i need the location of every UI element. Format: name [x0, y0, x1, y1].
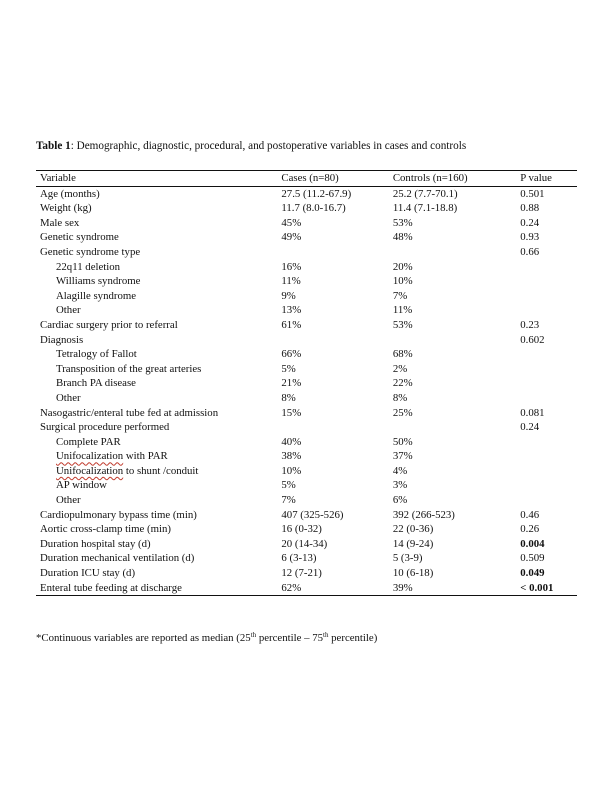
cell-variable: Tetralogy of Fallot — [56, 348, 137, 361]
cell-variable: Williams syndrome — [56, 275, 141, 288]
cell-cases: 40% — [281, 435, 302, 448]
cell-variable — [36, 464, 277, 479]
cell-p-value — [516, 260, 577, 275]
cell-cases: 9% — [281, 289, 296, 302]
cell-p-value — [516, 478, 577, 493]
cell-cases: 66% — [281, 348, 302, 361]
cell-controls: 3% — [392, 479, 408, 492]
cell-controls: 14 (9-24) — [392, 537, 434, 550]
cell-controls: 11.4 (7.1-18.8) — [392, 202, 458, 215]
footnote-sup-2: th — [323, 631, 329, 639]
cell-variable: 22q11 deletion — [56, 260, 121, 273]
results-table — [36, 170, 577, 596]
cell-cases: 5% — [281, 362, 296, 375]
cell-variable: Other — [56, 494, 81, 507]
cell-p-value: 0.46 — [520, 508, 540, 521]
cell-cases: 16 (0-32) — [281, 523, 322, 536]
cell-controls: 22 (0-36) — [392, 523, 434, 536]
table-row — [36, 566, 577, 581]
cell-variable: AP window — [56, 479, 107, 492]
cell-cases: 15% — [281, 406, 302, 419]
cell-cases: 5% — [281, 479, 296, 492]
cell-p-value: 0.509 — [520, 552, 545, 565]
table-row — [36, 274, 577, 289]
table-row — [36, 522, 577, 537]
cell-p-value: 0.602 — [520, 333, 545, 346]
cell-cases: 38% — [281, 450, 302, 463]
cell-p-value: 0.081 — [520, 406, 545, 419]
cell-p-value — [516, 376, 577, 391]
cell-variable: Duration hospital stay (d) — [40, 537, 151, 550]
cell-p-value: < 0.001 — [516, 581, 577, 596]
cell-cases: 13% — [281, 304, 302, 317]
cell-controls: 11% — [392, 304, 413, 317]
header-variable: Variable — [36, 171, 277, 187]
table-row — [36, 508, 577, 523]
cell-variable: Aortic cross-clamp time (min) — [40, 523, 172, 536]
table-row — [36, 245, 577, 260]
table-row — [36, 449, 577, 464]
table-row — [36, 464, 577, 479]
table-row — [36, 333, 577, 348]
cell-p-value: 0.049 — [520, 567, 545, 580]
cell-cases: 16% — [281, 260, 302, 273]
table-row — [36, 303, 577, 318]
cell-variable: Cardiac surgery prior to referral — [40, 318, 178, 331]
cell-variable: Weight (kg) — [40, 202, 92, 215]
cell-p-value: 0.23 — [520, 318, 540, 331]
cell-cases: 407 (325-526) — [281, 508, 344, 521]
cell-cases: 7% — [281, 494, 296, 507]
cell-controls: 37% — [392, 450, 413, 463]
cell-p-value — [516, 303, 577, 318]
cell-p-value — [516, 362, 577, 377]
table-row — [36, 581, 577, 596]
table-row — [36, 551, 577, 566]
table-row — [36, 260, 577, 275]
cell-variable: Transposition of the great arteries — [56, 362, 202, 375]
cell-variable: Male sex — [40, 216, 80, 229]
cell-p-value — [516, 435, 577, 450]
cell-controls: 5 (3-9) — [392, 552, 423, 565]
cell-cases: 6 (3-13) — [281, 552, 317, 565]
table-row — [36, 289, 577, 304]
cell-cases: 12 (7-21) — [281, 567, 322, 580]
table-row — [36, 230, 577, 245]
spellcheck-word: Unifocalization — [56, 450, 124, 463]
table-footnote — [36, 632, 377, 644]
table-row — [36, 406, 577, 421]
cell-cases: 61% — [281, 318, 302, 331]
cell-controls: 68% — [392, 348, 413, 361]
cell-controls: 53% — [392, 318, 413, 331]
table-row — [36, 478, 577, 493]
cell-p-value — [516, 347, 577, 362]
table-row — [36, 435, 577, 450]
cell-cases: 11% — [281, 275, 301, 288]
cell-controls: 10% — [392, 275, 413, 288]
cell-variable: Enteral tube feeding at discharge — [36, 581, 277, 596]
spellcheck-word: Unifocalization — [56, 464, 124, 477]
cell-controls: 25% — [392, 406, 413, 419]
cell-cases: 11.7 (8.0-16.7) — [281, 202, 346, 215]
cell-p-value: 0.88 — [520, 202, 540, 215]
cell-p-value: 0.66 — [520, 245, 540, 258]
cell-controls: 10 (6-18) — [392, 567, 434, 580]
cell-cases: 10% — [281, 464, 302, 477]
cell-p-value: 0.24 — [520, 216, 540, 229]
cell-cases: 49% — [281, 231, 302, 244]
cell-cases: 62% — [277, 581, 388, 596]
cell-p-value — [516, 464, 577, 479]
cell-controls — [389, 333, 516, 348]
cell-p-value: 0.26 — [520, 523, 540, 536]
footnote-sup-1: th — [250, 631, 257, 639]
footnote-suffix: percentile) — [328, 632, 378, 644]
cell-cases: 8% — [281, 391, 296, 404]
cell-variable: Duration ICU stay (d) — [40, 567, 136, 580]
cell-variable: Cardiopulmonary bypass time (min) — [40, 508, 197, 521]
cell-variable: Genetic syndrome type — [40, 245, 141, 258]
cell-variable: Branch PA disease — [56, 377, 136, 390]
cell-cases — [277, 333, 388, 348]
cell-p-value: 0.501 — [520, 187, 545, 200]
cell-p-value — [516, 289, 577, 304]
cell-controls: 53% — [392, 216, 413, 229]
cell-cases — [277, 420, 388, 435]
cell-controls: 22% — [392, 377, 413, 390]
table-row — [36, 537, 577, 552]
cell-controls — [389, 420, 516, 435]
cell-variable: Nasogastric/enteral tube fed at admission — [40, 406, 219, 419]
cell-cases: 45% — [281, 216, 302, 229]
cell-variable: Other — [56, 304, 81, 317]
table-caption-text: : Demographic, diagnostic, procedural, and postoperative variables in cases and controls — [70, 140, 467, 152]
table-row — [36, 201, 577, 216]
header-controls: Controls (n=160) — [389, 171, 516, 187]
header-cases: Cases (n=80) — [277, 171, 388, 187]
cell-variable: Surgical procedure performed — [40, 421, 170, 434]
cell-controls: 7% — [392, 289, 408, 302]
cell-controls: 48% — [392, 231, 413, 244]
cell-p-value — [516, 493, 577, 508]
table-header-row — [36, 171, 577, 187]
footnote-prefix: *Continuous variables are reported as median (25 — [36, 632, 251, 644]
cell-p-value — [516, 274, 577, 289]
cell-p-value: 0.24 — [520, 421, 540, 434]
cell-cases: 20 (14-34) — [281, 537, 328, 550]
cell-cases — [277, 245, 388, 260]
cell-controls: 50% — [392, 435, 413, 448]
cell-variable: Duration mechanical ventilation (d) — [40, 552, 195, 565]
cell-cases: 21% — [281, 377, 302, 390]
table-row — [36, 347, 577, 362]
footnote-middle: percentile – 75 — [256, 632, 323, 644]
table-caption — [36, 140, 466, 152]
cell-variable — [36, 449, 277, 464]
cell-controls: 20% — [392, 260, 413, 273]
table-row — [36, 376, 577, 391]
cell-controls: 4% — [392, 464, 408, 477]
table-row — [36, 186, 577, 201]
cell-variable: Complete PAR — [56, 435, 121, 448]
header-p-value: P value — [516, 171, 577, 187]
table-caption-label: Table 1 — [36, 140, 71, 152]
cell-p-value: 0.93 — [520, 231, 540, 244]
cell-controls — [389, 245, 516, 260]
table-row — [36, 318, 577, 333]
table-row — [36, 216, 577, 231]
cell-controls: 392 (266-523) — [392, 508, 455, 521]
cell-p-value — [516, 391, 577, 406]
table-row — [36, 493, 577, 508]
cell-cases: 27.5 (11.2-67.9) — [281, 187, 352, 200]
cell-controls: 39% — [389, 581, 516, 596]
cell-controls: 8% — [392, 391, 408, 404]
cell-variable: Diagnosis — [40, 333, 84, 346]
cell-variable-rest: with PAR — [123, 450, 168, 463]
cell-variable-rest: to shunt /conduit — [123, 464, 199, 477]
cell-variable: Other — [56, 391, 81, 404]
cell-p-value: 0.004 — [520, 537, 545, 550]
cell-controls: 2% — [392, 362, 408, 375]
table-row — [36, 391, 577, 406]
cell-variable: Genetic syndrome — [40, 231, 119, 244]
cell-p-value — [516, 449, 577, 464]
cell-variable: Age (months) — [40, 187, 100, 200]
table-row — [36, 420, 577, 435]
cell-controls: 6% — [392, 494, 408, 507]
table-row — [36, 362, 577, 377]
cell-variable: Alagille syndrome — [56, 289, 137, 302]
cell-controls: 25.2 (7.7-70.1) — [392, 187, 458, 200]
